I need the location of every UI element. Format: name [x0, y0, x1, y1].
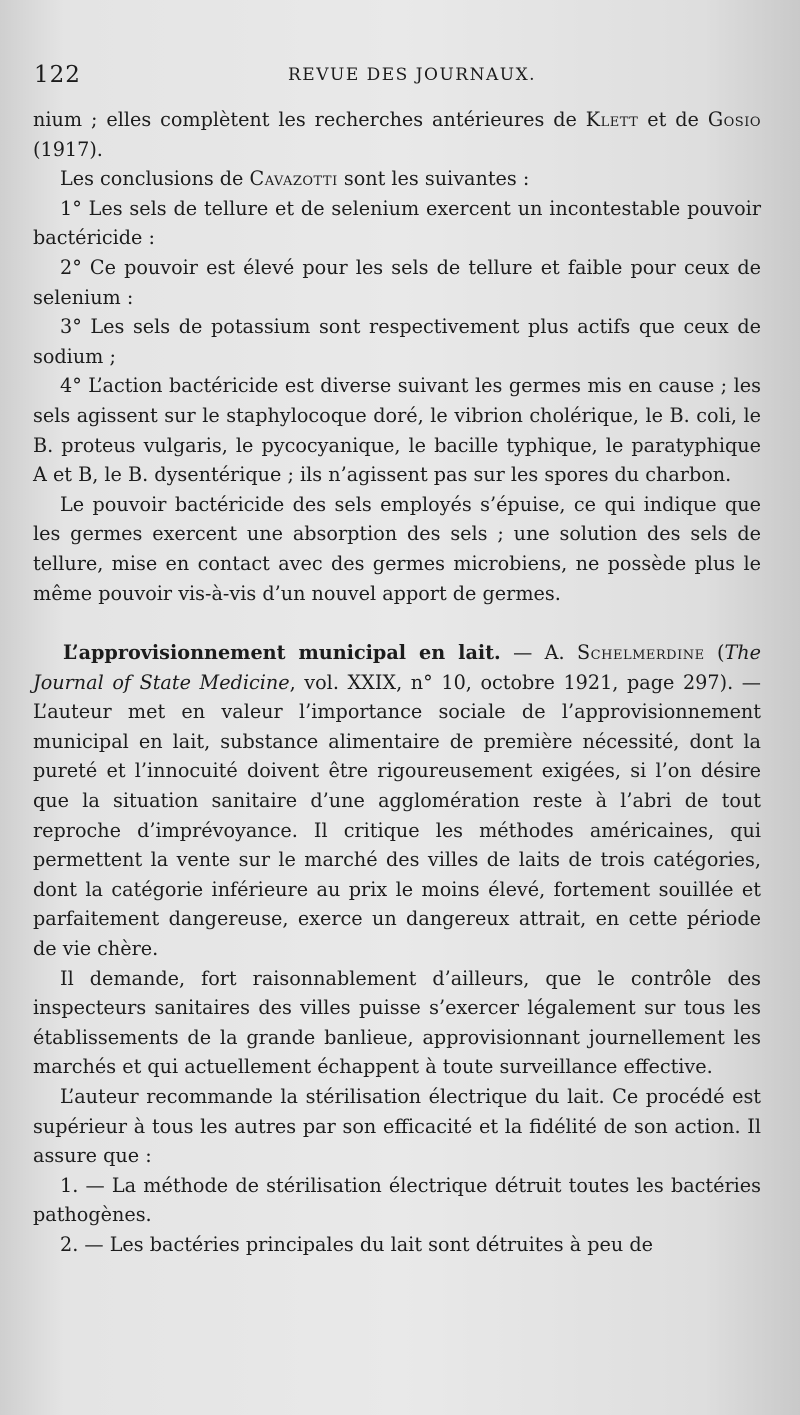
conclusion-item-3: 3° Les sels de potassium sont respectivement plus actifs que ceux de sodium ;: [33, 315, 761, 368]
conclusion-item-2: 2° Ce pouvoir est élevé pour les sels de tellure et faible pour ceux de selenium :: [33, 255, 761, 309]
page-header: [30, 62, 760, 92]
body-text: [33, 105, 761, 1260]
journal-name: The Journal of State Medicine: [33, 641, 761, 694]
list-item-2: 2. — Les bactéries principales du lait sont détruites à peu de: [60, 1232, 653, 1256]
article-title: L’approvisionnement municipal en lait.: [63, 641, 501, 665]
paragraph-conclusions: Les conclusions de Cavazotti sont les suivantes :: [60, 167, 530, 191]
paragraph-bactericide: Le pouvoir bactéricide des sels employés s’épuise, ce qui indique que les germes exercent une absorption des sels ; une solution des sels de tellure, mise en contact avec des germes microbiens, ne possède plus le même pouvoir vis-à-vis d’un nouvel apport de germes.: [33, 492, 761, 605]
page-number: 122: [34, 62, 81, 88]
paragraph-sterilisation: L’auteur recommande la stérilisation électrique du lait. Ce procédé est supérieur à tous les autres par son efficacité et la fidélité de son action. Il assure que :: [33, 1085, 761, 1168]
paragraph-continuation: nium ; elles complètent les recherches antérieures de Klett et de Gosio (1917).: [33, 108, 761, 161]
author-cavazotti: Cavazotti: [249, 167, 338, 191]
running-head: REVUE DES JOURNAUX.: [288, 65, 537, 85]
section-gap: [33, 608, 761, 638]
article-author: Schelmerdine: [577, 641, 705, 665]
list-item-1: 1. — La méthode de stérilisation électrique détruit toutes les bactéries pathogènes.: [33, 1173, 761, 1227]
article-milk-supply: L’approvisionnement municipal en lait. — A. Schelmerdine (The Journal of State Medicine, vol. XXIX, n° 10, octobre 1921, page 297). — L’auteur met en valeur l’importance sociale de l’approvisionnement municipal en lait, substance alimentaire de première nécessité, dont la pureté et l’innocuité doivent être rigoureusement exigées, si l’on désire que la situation sanitaire d’une agglomération reste à l’abri de tout reproche d’imprévoyance. Il critique les méthodes américaines, qui permettent la vente sur le marché des villes de laits de trois catégories, dont la catégorie inférieure au prix le moins élevé, fortement souillée et parfaitement dangereuse, exerce un dangereux attrait, en cette période de vie chère.: [33, 641, 761, 961]
author-klett: Klett: [585, 108, 639, 131]
conclusion-item-1: 1° Les sels de tellure et de selenium exercent un incontestable pouvoir bactéricide :: [33, 196, 761, 250]
conclusion-item-4: 4° L’action bactéricide est diverse suivant les germes mis en cause ; les sels agissent sur le staphylocoque doré, le vibrion cholérique, le B. coli, le B. proteus vulgaris, le pycocyanique, le bacille typhique, le paratyphique A et B, le B. dysentérique ; ils n’agissent pas sur les spores du charbon.: [33, 374, 761, 487]
paragraph-inspection: Il demande, fort raisonnablement d’ailleurs, que le contrôle des inspecteurs sanitaires des villes puisse s’exercer légalement sur tous les établissements de la grande banlieue, approvisionnant journellement les marchés et qui actuellement échappent à toute surveillance effective.: [33, 966, 761, 1079]
author-gosio: Gosio: [707, 108, 761, 131]
